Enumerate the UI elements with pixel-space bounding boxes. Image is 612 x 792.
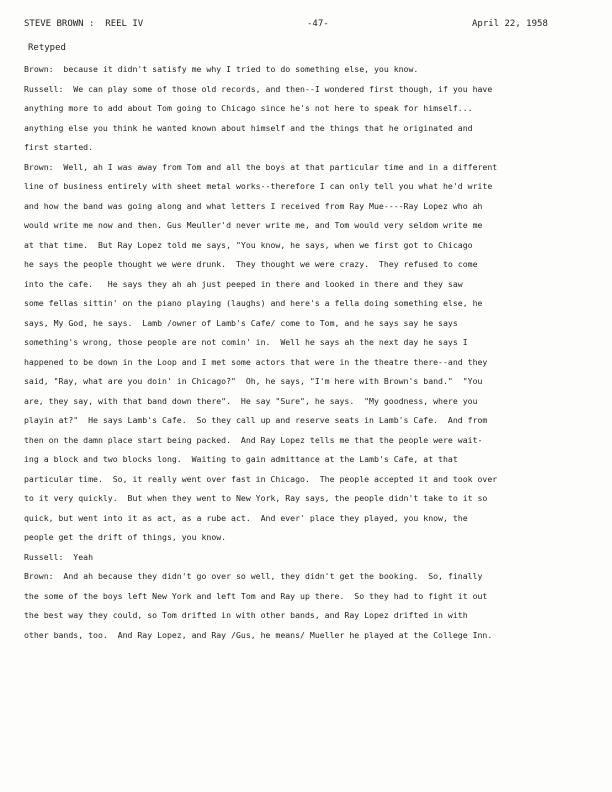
transcript-line: into the cafe. He says they ah ah just peeped in there and looked in there and they saw <box>24 278 463 289</box>
transcript-line: says, My God, he says. Lamb /owner of Lamb's Cafe/ come to Tom, and he says say he says <box>24 317 458 328</box>
transcript-line: Russell: We can play some of those old records, and then--I wondered first though, if you have <box>24 83 493 94</box>
transcript-line: anything else you think he wanted known about himself and the things that he originated and <box>24 122 473 133</box>
transcript-entry <box>24 548 590 568</box>
transcript-line: to it very quickly. But when they went to New York, Ray says, the people didn't take to it so <box>24 493 488 503</box>
transcript-entry <box>24 567 590 645</box>
transcript-line: some fellas sittin' on the piano playing (laughs) and here's a fella doing something else, he <box>24 298 483 308</box>
transcript-line: Brown: And ah because they didn't go over so well, they didn't get the booking. So, finally <box>24 571 483 581</box>
header-title: STEVE BROWN : REEL IV <box>24 19 144 29</box>
retyped-note: Retyped <box>28 43 66 53</box>
transcript-line: Russell: Yeah <box>24 551 94 562</box>
page-number: -47- <box>307 19 329 29</box>
transcript-line: Brown: Well, ah I was away from Tom and all the boys at that particular time and in a different <box>24 161 498 172</box>
transcript-line: at that time. But Ray Lopez told me says, "You know, he says, when we first got to Chicago <box>24 239 473 250</box>
transcript-line: line of business entirely with sheet metal works--therefore I can only tell you what he'd write <box>24 181 493 191</box>
transcript-line: people get the drift of things, you know. <box>24 532 227 542</box>
transcript-entry <box>24 158 590 548</box>
transcript-line: ing a block and two blocks long. Waiting to gain admittance at the Lamb's Cafe, at that <box>24 454 458 464</box>
transcript-entry <box>24 60 590 80</box>
transcript-line: something's wrong, those people are not comin' in. Well he says ah the next day he says I <box>24 337 468 347</box>
transcript-line: would write me now and then. Gus Meuller'd never write me, and Tom would very seldom write me <box>24 220 483 230</box>
transcript-line: and how the band was going along and what letters I received from Ray Mue----Ray Lopez who ah <box>24 200 483 211</box>
transcript-entry <box>24 80 590 158</box>
transcript-line: quick, but went into it as act, as a rube act. And ever' place they played, you know, the <box>24 512 468 523</box>
transcript-line: then on the damn place start being packed. And Ray Lopez tells me that the people were wait- <box>24 434 483 445</box>
transcript-line: anything more to add about Tom going to Chicago since he's not here to speak for himself... <box>24 103 473 113</box>
transcript-line: the best way they could, so Tom drifted in with other bands, and Ray Lopez drifted in with <box>24 610 468 620</box>
transcript-body <box>24 60 590 645</box>
header-date: April 22, 1958 <box>472 19 548 29</box>
transcript-line: the some of the boys left New York and left Tom and Ray up there. So they had to fight it out <box>24 590 488 601</box>
transcript-line: playin at?" He says Lamb's Cafe. So they call up and reserve seats in Lamb's Cafe. And from <box>24 415 488 425</box>
transcript-line: first started. <box>24 142 94 152</box>
transcript-line: particular time. So, it really went over fast in Chicago. The people accepted it and took over <box>24 473 498 484</box>
transcript-line: he says the people thought we were drunk. They thought we were crazy. They refused to come <box>24 259 478 269</box>
transcript-line: other bands, too. And Ray Lopez, and Ray /Gus, he means/ Mueller he played at the College Inn. <box>24 629 493 640</box>
transcript-line: happened to be down in the Loop and I met some actors that were in the theatre there--and they <box>24 356 488 367</box>
transcript-line: are, they say, with that band down there". He say "Sure", he says. "My goodness, where you <box>24 395 478 406</box>
page-header <box>24 19 588 33</box>
transcript-line: said, "Ray, what are you doin' in Chicago?" Oh, he says, "I'm here with Brown's band." "You <box>24 376 483 386</box>
transcript-line: Brown: because it didn't satisfy me why I tried to do something else, you know. <box>24 64 419 74</box>
